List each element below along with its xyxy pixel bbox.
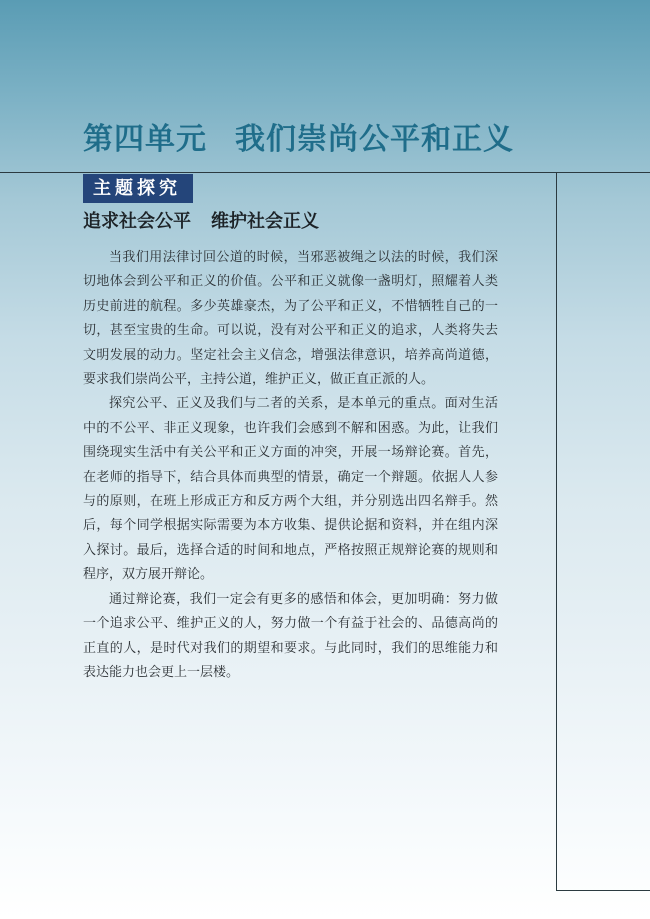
horizontal-rule [0,172,650,173]
corner-rule [556,890,650,891]
section-subtitle [83,208,319,236]
paragraph-1: 当我们用法律讨回公道的时候，当邪恶被绳之以法的时候，我们深切地体会到公平和正义的价值。公平和正义就像一盏明灯，照耀着人类历史前进的航程。多少英雄豪杰，为了公平和正义，不惜牺牲自己的一切，甚至宝贵的生命。可以说，没有对公平和正义的追求，人类将失去文明发展的动力。坚定社会主义信念，增强法律意识，培养高尚道德，要求我们崇尚公平，主持公道，维护正义，做正直正派的人。 [83,250,498,388]
paragraph-2: 探究公平、正义及我们与二者的关系，是本单元的重点。面对生活中的不公平、非正义现象，也许我们会感到不解和困惑。为此，让我们围绕现实生活中有关公平和正义方面的冲突，开展一场辩论赛。首先，在老师的指导下，结合具体而典型的情景，确定一个辩题。依据人人参与的原则，在班上形成正方和反方两个大组，并分别选出四名辩手。然后，每个同学根据实际需要为本方收集、提供论据和资料，并在组内深入探讨。最后，选择合适的时间和地点，严格按照正规辩论赛的规则和程序，双方展开辩论。 [83,396,498,583]
subtitle-right: 维护社会正义 [211,211,319,232]
section-badge: 主题探究 [83,174,193,203]
unit-title [83,120,514,160]
vertical-rule [556,172,557,890]
paragraph-3: 通过辩论赛，我们一定会有更多的感悟和体会，更加明确：努力做一个追求公平、维护正义的人，努力做一个有益于社会的、品德高尚的正直的人，是时代对我们的期望和要求。与此同时，我们的思维能力和表达能力也会更上一层楼。 [83,591,498,680]
subtitle-left: 追求社会公平 [83,211,191,232]
body-text [83,246,498,685]
unit-name: 我们崇尚公平和正义 [235,122,514,157]
unit-number: 第四单元 [83,122,207,157]
